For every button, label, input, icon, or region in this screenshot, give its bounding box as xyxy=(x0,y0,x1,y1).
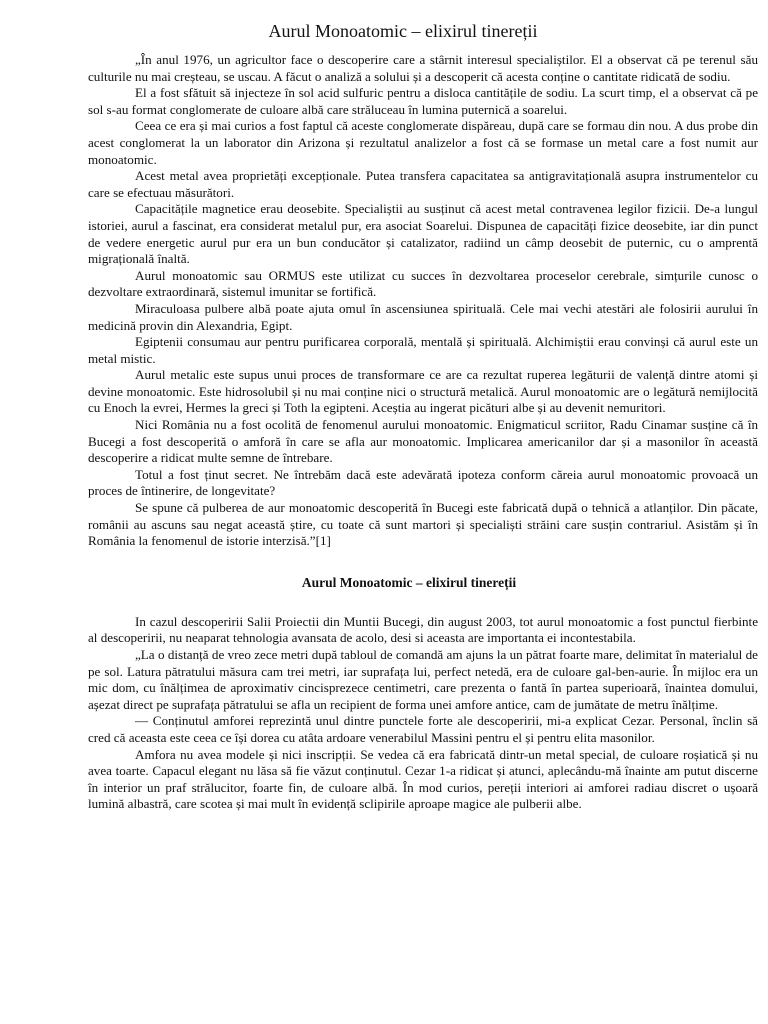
article-section-2 xyxy=(88,614,758,813)
paragraph: Acest metal avea proprietăți excepționale. Putea transfera capacitatea sa antigravitațională asupra instrumentelor cu care se efectuau măsurători. xyxy=(88,168,758,200)
paragraph: Nici România nu a fost ocolită de fenomenul aurului monoatomic. Enigmaticul scriitor, Radu Cinamar susține că în Bucegi a fost descoperită o amforă în care se afla aur monoatomic. Implicarea americanilor dar și a masonilor în această descoperire a ridicat multe semne de întrebare. xyxy=(88,417,758,466)
paragraph: Amfora nu avea modele și nici inscripții. Se vedea că era fabricată dintr-un metal special, de culoare roșiatică și nu avea toarte. Capacul elegant nu lăsa să fie văzut conținutul. Cezar 1-a ridicat și atunci, aplecându-mă înainte am putut discerne în interior un praf strălucitor, foarte fin, de culoare albă. În mod curios, pereții interiori ai amforei radiau discret o ușoară lumină albastră, care scotea și mai mult în evidență sclipirile aproape magice ale pulberii albe. xyxy=(88,746,758,812)
section-subtitle: Aurul Monoatomic – elixirul tinereții xyxy=(301,574,517,590)
document-title: Aurul Monoatomic – elixirul tinereții xyxy=(268,21,538,41)
article-section-1 xyxy=(88,52,758,550)
paragraph: Totul a fost ținut secret. Ne întrebăm dacă este adevărată ipoteza conform căreia aurul monoatomic provoacă un proces de întinerire, de longevitate? xyxy=(88,466,758,499)
paragraph: Se spune că pulberea de aur monoatomic descoperită în Bucegi este fabricată după o tehnică a atlanților. Din păcate, românii au ascuns sau negat această știre, cu toate că sunt martori și specialiști străini care susțin contrariul. Asistăm și în România la fenomenul de istorie interzisă.”[1] xyxy=(88,500,758,549)
paragraph: El a fost sfătuit să injecteze în sol acid sulfuric pentru a disloca cantitățile de sodiu. La scurt timp, el a observat că pe sol s-au format conglomerate de culoare albă care străluceau în lumina puternică a soarelui. xyxy=(88,85,758,117)
paragraph: Aurul metalic este supus unui proces de transformare ce are ca rezultat ruperea legăturii de valență dintre atomi și devine monoatomic. Este hidrosolubil și nu mai conține nici o structură metalică. Aurul monoatomic are o legătură nemijlocită cu Enoch la evrei, Hermes la greci și Toth la egipteni. Aceștia au ingerat picături albe și au devenit nemuritori. xyxy=(88,367,758,416)
paragraph: „La o distanță de vreo zece metri după tabloul de comandă am ajuns la un pătrat foarte mare, delimitat în materialul de pe sol. Latura pătratului măsura cam trei metri, iar suprafața lui, perfect netedă, era de culoare gal-ben-aurie. În mijloc era un mic dom, cu înălțimea de aproximativ cincisprezece centimetri, care prezenta o fantă în partea superioară, înaintea domului, așezat direct pe suprafața pătratului se afla un recipient de forma unei amfore antice, cam de jumătate de metru înălțime. xyxy=(88,647,758,712)
paragraph: Ceea ce era și mai curios a fost faptul că aceste conglomerate dispăreau, după care se formau din nou. A dus probe din acest conglomerat la un laborator din Arizona și rezultatul analizelor a fost că se formase un metal care a fost numit aur monoatomic. xyxy=(88,118,758,167)
paragraph: Miraculoasa pulbere albă poate ajuta omul în ascensiunea spirituală. Cele mai vechi atestări ale folosirii aurului în medicină provin din Alexandria, Egipt. xyxy=(88,300,758,333)
paragraph: Aurul monoatomic sau ORMUS este utilizat cu succes în dezvoltarea proceselor cerebrale, simțurile cunosc o dezvoltare extraordinară, sistemul imunitar se fortifică. xyxy=(88,267,758,300)
paragraph: Egiptenii consumau aur pentru purificarea corporală, mentală și spirituală. Alchimiștii erau convinși că aurul este un metal mistic. xyxy=(88,334,758,366)
paragraph: „În anul 1976, un agricultor face o descoperire care a stârnit interesul specialiștilor. El a observat că pe terenul său culturile nu mai creșteau, se uscau. A făcut o analiză a solului și a descoperit că acesta conține o cantitate ridicată de sodiu. xyxy=(88,52,758,84)
paragraph: Capacitățile magnetice erau deosebite. Specialiștii au susținut că acest metal contravenea legilor fizicii. De-a lungul istoriei, aurul a fascinat, era considerat metalul pur, era asociat Soarelui. Dispunea de capacități fizice deosebite, iar din punct de vedere energetic aurul pur era un bun conducător și catalizator, radiind un câmp deosebit de puternic, cu o amprentă migrațională înaltă. xyxy=(88,201,758,267)
paragraph: — Conținutul amforei reprezintă unul dintre punctele forte ale descoperirii, mi-a explicat Cezar. Personal, înclin să cred că aceasta este ceea ce își dorea cu atâta ardoare venerabilul Massini pentru el și pentru elita masonilor. xyxy=(88,713,758,745)
paragraph: In cazul descoperirii Salii Proiectii din Muntii Bucegi, din august 2003, tot aurul monoatomic a fost punctul fierbinte al descoperirii, nu neaparat tehnologia avansata de acolo, desi si aceasta are importanta ei incontestabila. xyxy=(88,613,758,646)
